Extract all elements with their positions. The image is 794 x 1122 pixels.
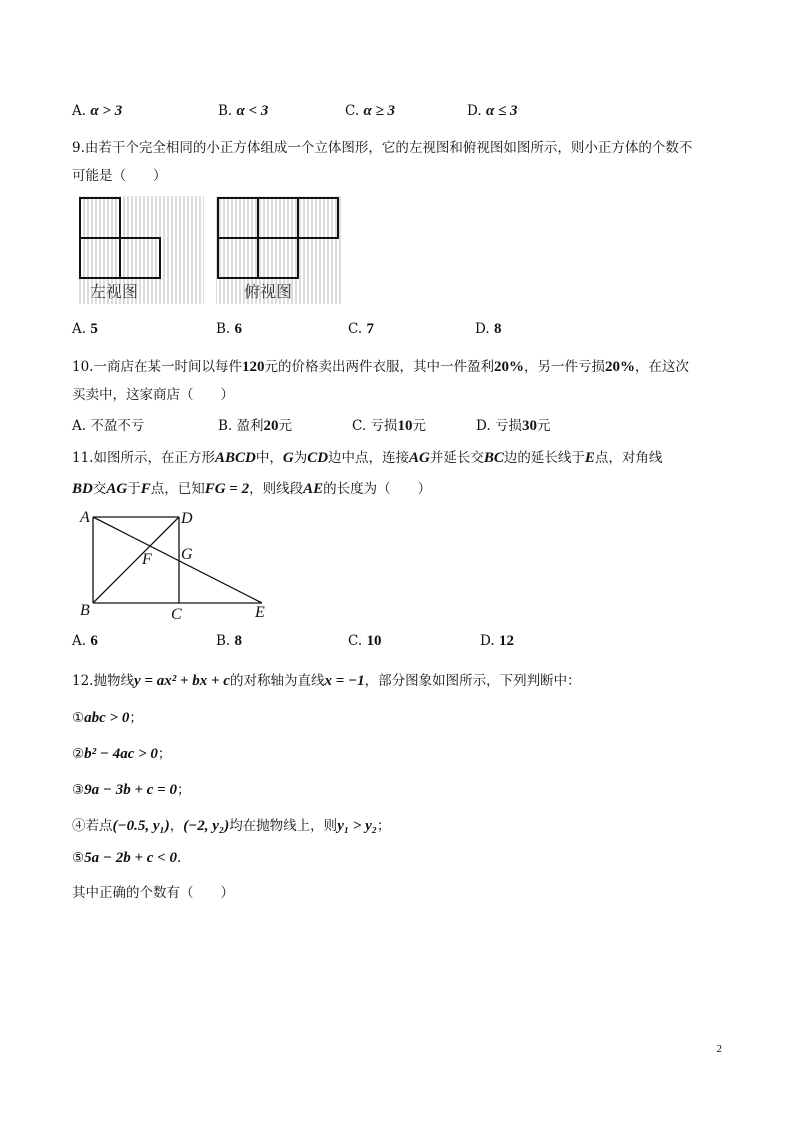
q10-option-c: C. 亏损10元 <box>352 418 426 434</box>
q8-option-c: C. α ≥ 3 <box>345 103 395 119</box>
point-a-label: A <box>80 509 90 526</box>
left-view <box>78 196 204 304</box>
point-d-label: D <box>181 510 193 527</box>
point-b-label: B <box>80 602 90 619</box>
segment-bd <box>93 517 179 603</box>
q12-statement-4: ④若点(−0.5, y₁)，(−2, y₂)均在抛物线上，则y₁ > y₂； <box>72 818 391 834</box>
q9-option-a: A. 5 <box>72 321 98 337</box>
q9-option-d: D. 8 <box>475 321 502 337</box>
q12-statement-1: ①abc > 0； <box>72 710 143 726</box>
q12-question: 其中正确的个数有（ ） <box>72 885 234 901</box>
q9-option-c: C. 7 <box>348 321 374 337</box>
q8-option-d: D. α ≤ 3 <box>467 103 518 119</box>
page-number: 2 <box>716 1043 722 1055</box>
q8-option-a: A. α > 3 <box>72 103 123 119</box>
q10-option-b: B. 盈利20元 <box>218 418 293 434</box>
q11-option-c: C. 10 <box>348 633 382 649</box>
point-e-label: E <box>255 604 265 621</box>
left-view-label: 左视图 <box>90 282 139 301</box>
q12-statement-2: ②b² − 4ac > 0； <box>72 746 172 762</box>
q8-option-b: B. α < 3 <box>218 103 269 119</box>
top-view-label: 俯视图 <box>244 282 293 301</box>
q10-option-d: D. 亏损30元 <box>476 418 551 434</box>
q12-statement-3: ③9a − 3b + c = 0； <box>72 782 191 798</box>
q11-option-a: A. 6 <box>72 633 98 649</box>
q11-square-figure <box>72 505 282 623</box>
point-f-label: F <box>142 551 152 568</box>
point-c-label: C <box>171 606 182 623</box>
q9-stem-line1: 9.由若干个完全相同的小正方体组成一个立体图形，它的左视图和俯视图如图所示，则小正方体的个数不 <box>72 140 693 156</box>
segment-ae <box>93 517 262 603</box>
point-g-label: G <box>181 546 193 563</box>
q9-views-figure <box>78 196 342 304</box>
q10-stem-line2: 买卖中，这家商店（ ） <box>72 387 234 403</box>
q11-stem-line2: BD交AG于F点，已知FG = 2，则线段AE的长度为（ ） <box>72 481 432 497</box>
q10-stem-line1: 10.一商店在某一时间以每件120元的价格卖出两件衣服，其中一件盈利20%，另一件亏损20%，在这次 <box>72 359 689 375</box>
q12-stem: 12.抛物线y = ax² + bx + c的对称轴为直线x = −1，部分图象如图所示，下列判断中： <box>72 673 581 689</box>
q10-option-a: A. 不盈不亏 <box>72 418 145 434</box>
top-view <box>216 196 342 304</box>
q11-option-b: B. 8 <box>216 633 243 649</box>
q9-stem-line2: 可能是（ ） <box>72 168 167 184</box>
q9-option-b: B. 6 <box>216 321 243 337</box>
q11-stem-line1: 11.如图所示，在正方形ABCD中，G为CD边中点，连接AG并延长交BC边的延长线于E点，对角线 <box>72 450 663 466</box>
q11-option-d: D. 12 <box>480 633 514 649</box>
q12-statement-5: ⑤5a − 2b + c < 0. <box>72 850 182 866</box>
